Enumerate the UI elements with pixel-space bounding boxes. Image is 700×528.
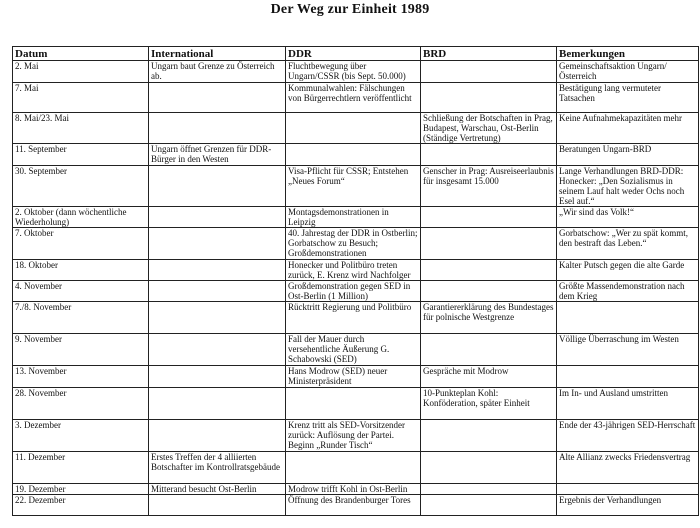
cell-brd bbox=[421, 420, 557, 452]
cell-datum: 2. Mai bbox=[13, 61, 149, 83]
header-row bbox=[13, 47, 699, 61]
cell-bemerkungen: Im In- und Ausland umstritten bbox=[557, 388, 699, 420]
cell-datum: 7. Oktober bbox=[13, 228, 149, 260]
cell-bemerkungen: Beratungen Ungarn-BRD bbox=[557, 144, 699, 166]
table-row bbox=[13, 388, 699, 420]
cell-bemerkungen: Völlige Überraschung im Westen bbox=[557, 334, 699, 366]
cell-bemerkungen: Gorbatschow: „Wer zu spät kommt, den bestraft das Leben.“ bbox=[557, 228, 699, 260]
cell-bemerkungen: Ende der 43-jährigen SED-Herrschaft bbox=[557, 420, 699, 452]
cell-datum: 11. September bbox=[13, 144, 149, 166]
table-row bbox=[13, 452, 699, 484]
cell-brd bbox=[421, 281, 557, 302]
cell-bemerkungen: „Wir sind das Volk!“ bbox=[557, 207, 699, 228]
cell-ddr: Öffnung des Brandenburger Tores bbox=[286, 495, 421, 516]
cell-international: Ungarn öffnet Grenzen für DDR-Bürger in den Westen bbox=[149, 144, 286, 166]
cell-ddr: Großdemonstration gegen SED in Ost-Berlin (1 Million) bbox=[286, 281, 421, 302]
cell-international bbox=[149, 334, 286, 366]
table-row bbox=[13, 495, 699, 516]
cell-brd bbox=[421, 334, 557, 366]
table-row bbox=[13, 302, 699, 334]
cell-ddr: Montagsdemonstrationen in Leipzig bbox=[286, 207, 421, 228]
cell-datum: 22. Dezember bbox=[13, 495, 149, 516]
table-row bbox=[13, 260, 699, 281]
cell-bemerkungen: Lange Verhandlungen BRD-DDR: Honecker: „Den Sozialismus in seinem Lauf halt weder Ochs noch Esel auf.“ bbox=[557, 166, 699, 207]
cell-international: Ungarn baut Grenze zu Österreich ab. bbox=[149, 61, 286, 83]
cell-datum: 28. November bbox=[13, 388, 149, 420]
cell-international bbox=[149, 228, 286, 260]
cell-ddr: Kommunalwahlen: Fälschungen von Bürgerrechtlern veröffentlicht bbox=[286, 83, 421, 113]
cell-bemerkungen bbox=[557, 484, 699, 495]
cell-brd bbox=[421, 83, 557, 113]
cell-brd: Gespräche mit Modrow bbox=[421, 366, 557, 388]
cell-international bbox=[149, 281, 286, 302]
cell-bemerkungen bbox=[557, 302, 699, 334]
cell-datum: 4. November bbox=[13, 281, 149, 302]
table-row bbox=[13, 207, 699, 228]
cell-datum: 11. Dezember bbox=[13, 452, 149, 484]
cell-datum: 2. Oktober (dann wöchentliche Wiederholung) bbox=[13, 207, 149, 228]
cell-bemerkungen: Alte Allianz zwecks Friedensvertrag bbox=[557, 452, 699, 484]
cell-international: Mitterand besucht Ost-Berlin bbox=[149, 484, 286, 495]
table-row bbox=[13, 83, 699, 113]
cell-international bbox=[149, 495, 286, 516]
cell-bemerkungen: Gemeinschaftsaktion Ungarn/Österreich bbox=[557, 61, 699, 83]
cell-ddr bbox=[286, 144, 421, 166]
cell-ddr bbox=[286, 113, 421, 144]
table-row bbox=[13, 166, 699, 207]
cell-datum: 13. November bbox=[13, 366, 149, 388]
cell-bemerkungen: Ergebnis der Verhandlungen bbox=[557, 495, 699, 516]
table-row bbox=[13, 281, 699, 302]
cell-datum: 7./8. November bbox=[13, 302, 149, 334]
cell-datum: 18. Oktober bbox=[13, 260, 149, 281]
header-ddr: DDR bbox=[286, 47, 421, 61]
cell-datum: 30. September bbox=[13, 166, 149, 207]
cell-bemerkungen: Keine Aufnahmekapazitäten mehr bbox=[557, 113, 699, 144]
cell-ddr: Hans Modrow (SED) neuer Ministerpräsident bbox=[286, 366, 421, 388]
cell-ddr: Rücktritt Regierung und Politbüro bbox=[286, 302, 421, 334]
cell-international bbox=[149, 366, 286, 388]
cell-international bbox=[149, 166, 286, 207]
cell-brd bbox=[421, 260, 557, 281]
table-row bbox=[13, 144, 699, 166]
cell-brd bbox=[421, 61, 557, 83]
cell-international bbox=[149, 83, 286, 113]
header-datum: Datum bbox=[13, 47, 149, 61]
cell-brd bbox=[421, 228, 557, 260]
header-international: International bbox=[149, 47, 286, 61]
cell-datum: 7. Mai bbox=[13, 83, 149, 113]
cell-brd: 10-Punkteplan Kohl: Konföderation, später Einheit bbox=[421, 388, 557, 420]
header-brd: BRD bbox=[421, 47, 557, 61]
cell-brd bbox=[421, 495, 557, 516]
cell-ddr: Modrow trifft Kohl in Ost-Berlin bbox=[286, 484, 421, 495]
cell-international bbox=[149, 388, 286, 420]
cell-international bbox=[149, 420, 286, 452]
cell-international bbox=[149, 260, 286, 281]
cell-ddr: Fluchtbewegung über Ungarn/CSSR (bis Sept. 50.000) bbox=[286, 61, 421, 83]
table-row bbox=[13, 228, 699, 260]
document-title: Der Weg zur Einheit 1989 bbox=[270, 2, 430, 17]
cell-ddr: Fall der Mauer durch versehentliche Äußerung G. Schabowski (SED) bbox=[286, 334, 421, 366]
cell-international bbox=[149, 207, 286, 228]
cell-datum: 9. November bbox=[13, 334, 149, 366]
cell-bemerkungen: Bestätigung lang vermuteter Tatsachen bbox=[557, 83, 699, 113]
table-row bbox=[13, 484, 699, 495]
cell-brd: Schließung der Botschaften in Prag, Budapest, Warschau, Ost-Berlin (Ständige Vertretung) bbox=[421, 113, 557, 144]
cell-ddr: Krenz tritt als SED-Vorsitzender zurück: Auflösung der Partei. Beginn „Runder Tisch“ bbox=[286, 420, 421, 452]
cell-ddr bbox=[286, 388, 421, 420]
table-row bbox=[13, 61, 699, 83]
cell-brd bbox=[421, 452, 557, 484]
cell-brd bbox=[421, 484, 557, 495]
table-row bbox=[13, 113, 699, 144]
cell-datum: 3. Dezember bbox=[13, 420, 149, 452]
cell-brd bbox=[421, 207, 557, 228]
cell-ddr bbox=[286, 452, 421, 484]
table-row bbox=[13, 420, 699, 452]
cell-bemerkungen: Kalter Putsch gegen die alte Garde bbox=[557, 260, 699, 281]
cell-international: Erstes Treffen der 4 alliierten Botschafter im Kontrollratsgebäude bbox=[149, 452, 286, 484]
cell-bemerkungen: Größte Massendemonstration nach dem Krieg bbox=[557, 281, 699, 302]
cell-ddr: 40. Jahrestag der DDR in Ostberlin; Gorbatschow zu Besuch; Großdemonstrationen bbox=[286, 228, 421, 260]
cell-brd bbox=[421, 144, 557, 166]
table-row bbox=[13, 334, 699, 366]
cell-ddr: Visa-Pflicht für CSSR; Entstehen „Neues Forum“ bbox=[286, 166, 421, 207]
cell-brd: Garantiererklärung des Bundestages für polnische Westgrenze bbox=[421, 302, 557, 334]
header-bemerkungen: Bemerkungen bbox=[557, 47, 699, 61]
table-row bbox=[13, 366, 699, 388]
cell-bemerkungen bbox=[557, 366, 699, 388]
cell-brd: Genscher in Prag: Ausreiseerlaubnis für insgesamt 15.000 bbox=[421, 166, 557, 207]
cell-ddr: Honecker und Politbüro treten zurück, E. Krenz wird Nachfolger bbox=[286, 260, 421, 281]
cell-datum: 8. Mai/23. Mai bbox=[13, 113, 149, 144]
cell-datum: 19. Dezember bbox=[13, 484, 149, 495]
chronology-table bbox=[12, 46, 699, 516]
cell-international bbox=[149, 113, 286, 144]
cell-international bbox=[149, 302, 286, 334]
